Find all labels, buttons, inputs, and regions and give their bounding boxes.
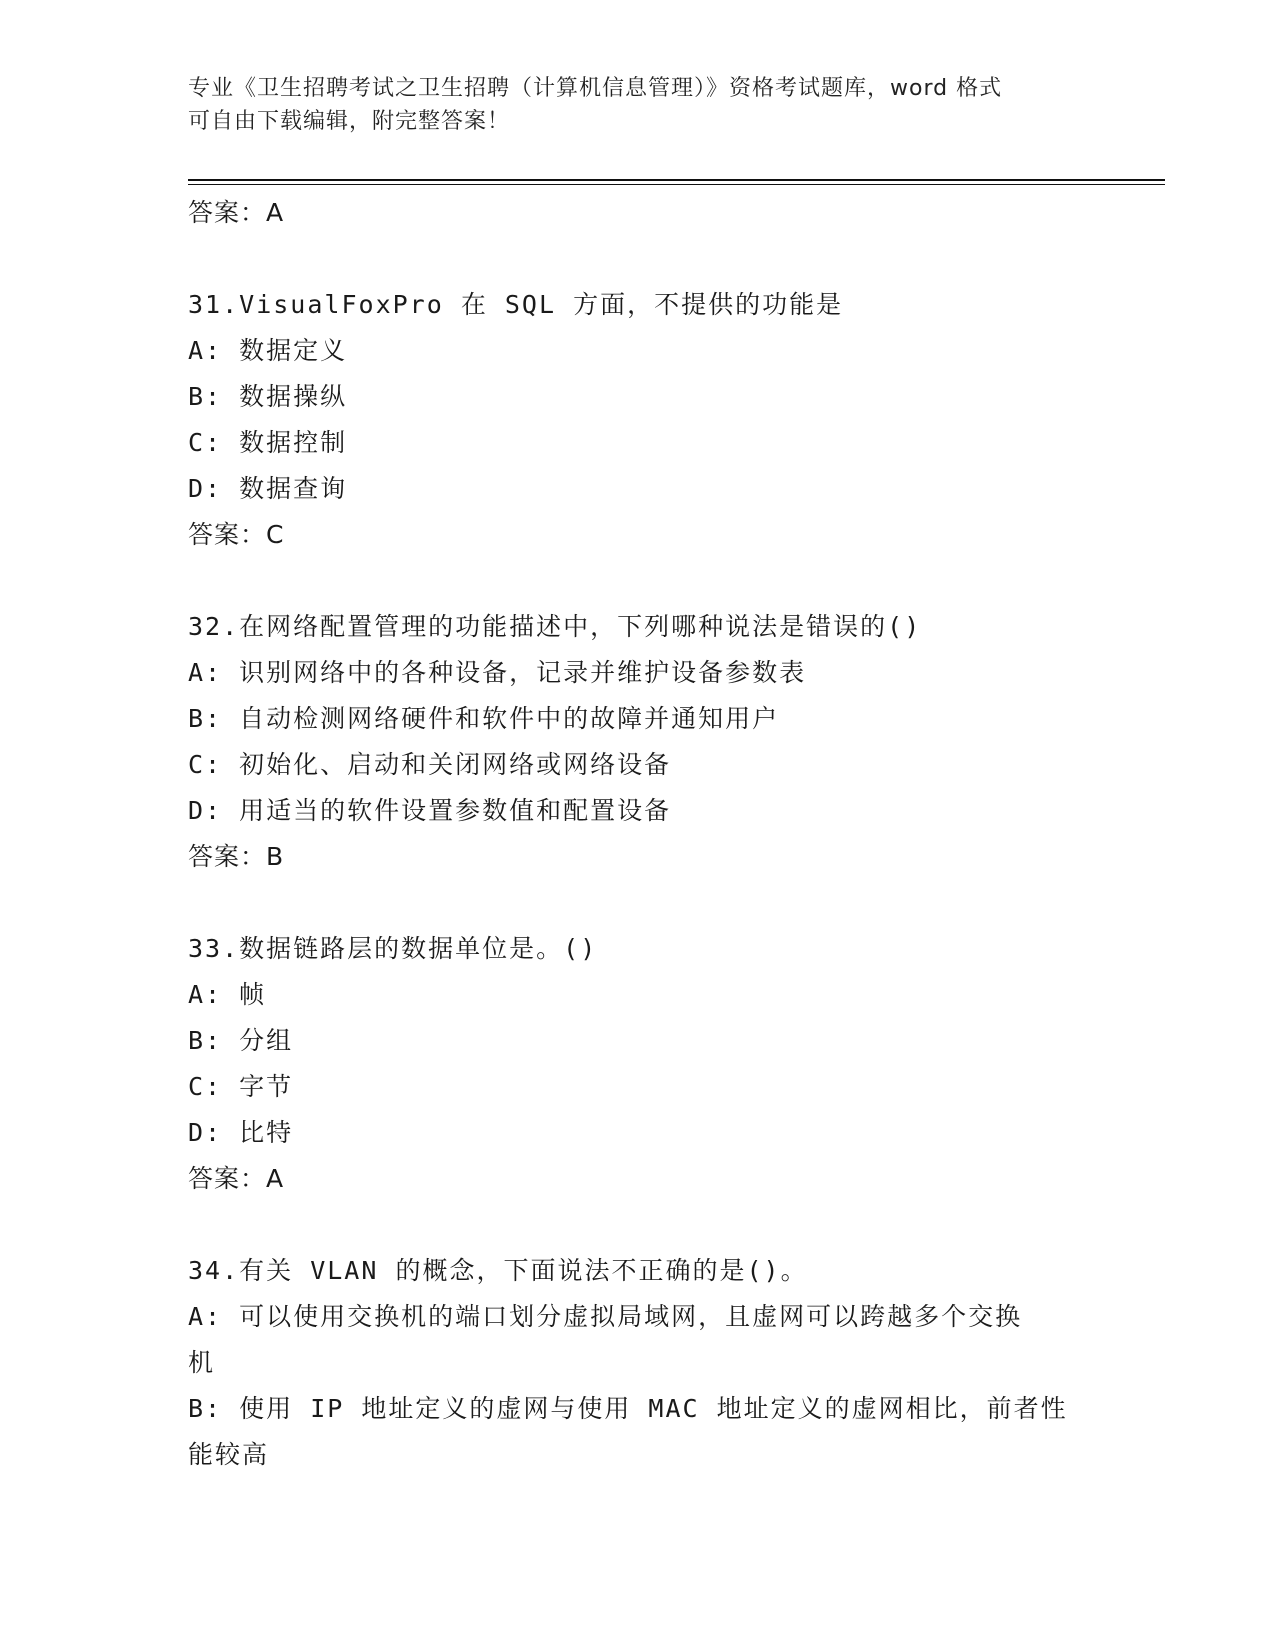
question-stem: 34.有关 VLAN 的概念，下面说法不正确的是()。 xyxy=(188,1256,808,1285)
option-d: D: 比特 xyxy=(188,1118,294,1147)
option-a: A: 识别网络中的各种设备，记录并维护设备参数表 xyxy=(188,658,807,687)
answer: 答案：A xyxy=(188,1164,285,1193)
option-a: A: 数据定义 xyxy=(188,336,348,365)
option-a-line-1: A: 可以使用交换机的端口划分虚拟局域网，且虚网可以跨越多个交换 xyxy=(188,1302,1023,1331)
header-line-2: 可自由下载编辑，附完整答案！ xyxy=(188,109,511,134)
previous-answer: 答案：A xyxy=(188,198,285,227)
question-stem: 31.VisualFoxPro 在 SQL 方面，不提供的功能是 xyxy=(188,290,844,319)
header-divider-thin xyxy=(188,184,1165,185)
option-a: A: 帧 xyxy=(188,980,267,1009)
question-32 xyxy=(188,604,1088,880)
document-header xyxy=(188,72,1088,138)
option-b: B: 数据操纵 xyxy=(188,382,348,411)
question-stem: 33.数据链路层的数据单位是。() xyxy=(188,934,598,963)
question-31 xyxy=(188,282,1088,558)
option-c: C: 字节 xyxy=(188,1072,294,1101)
option-c: C: 初始化、启动和关闭网络或网络设备 xyxy=(188,750,672,779)
spacer xyxy=(188,1202,1088,1248)
option-d: D: 用适当的软件设置参数值和配置设备 xyxy=(188,796,672,825)
option-b-line-2: 能较高 xyxy=(188,1440,270,1469)
answer: 答案：C xyxy=(188,520,285,549)
option-c: C: 数据控制 xyxy=(188,428,348,457)
question-34 xyxy=(188,1248,1088,1478)
option-a-line-2: 机 xyxy=(188,1348,216,1377)
question-list xyxy=(188,190,1088,1478)
question-33 xyxy=(188,926,1088,1202)
option-b-line-1: B: 使用 IP 地址定义的虚网与使用 MAC 地址定义的虚网相比，前者性 xyxy=(188,1394,1068,1423)
spacer xyxy=(188,558,1088,604)
answer: 答案：B xyxy=(188,842,285,871)
header-divider-thick xyxy=(188,179,1165,181)
option-d: D: 数据查询 xyxy=(188,474,348,503)
spacer xyxy=(188,880,1088,926)
question-stem: 32.在网络配置管理的功能描述中，下列哪种说法是错误的() xyxy=(188,612,922,641)
option-b: B: 分组 xyxy=(188,1026,294,1055)
option-b: B: 自动检测网络硬件和软件中的故障并通知用户 xyxy=(188,704,780,733)
spacer xyxy=(188,236,1088,282)
header-line-1: 专业《卫生招聘考试之卫生招聘（计算机信息管理）》资格考试题库，word 格式 xyxy=(188,76,1003,101)
